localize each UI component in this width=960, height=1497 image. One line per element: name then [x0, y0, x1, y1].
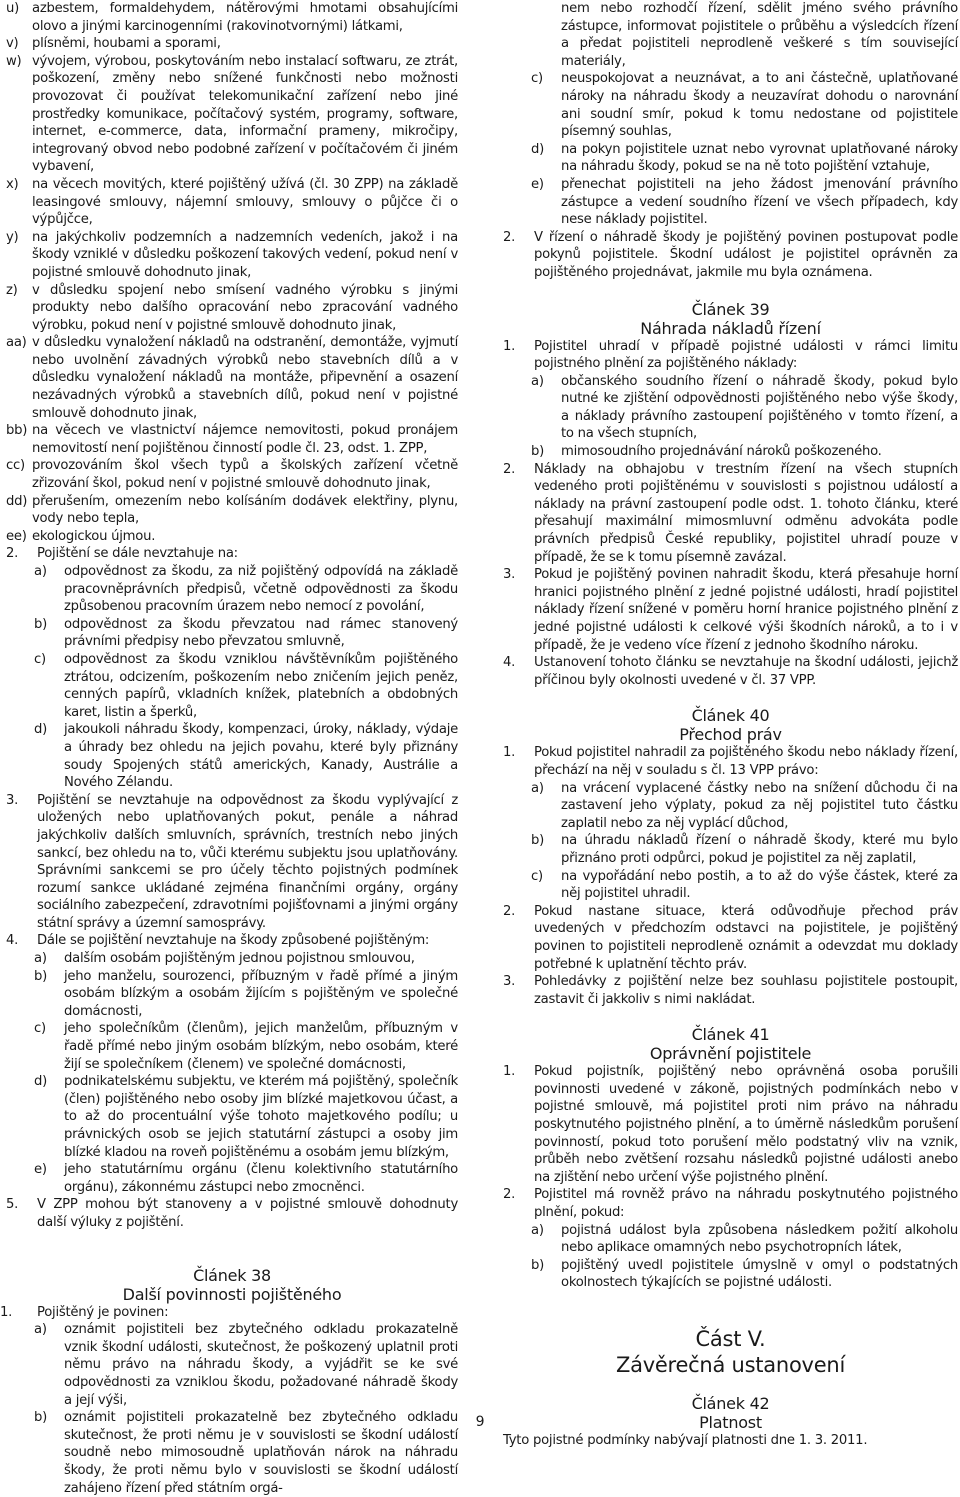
paragraph-number: 2.	[503, 903, 516, 919]
list-item-label: c)	[34, 1021, 46, 1037]
article-38-paragraph-2	[503, 229, 958, 282]
paragraph-number: 3.	[503, 974, 516, 990]
paragraph-text: V ZPP mohou být stanoveny a v pojistné smlouvě dohodnuty další výluky z pojištění.	[37, 1197, 458, 1230]
list-item-label: b)	[34, 968, 48, 984]
list-item-label: b)	[34, 616, 48, 632]
list-item-text: odpovědnost za škodu, za niž pojištěný odpovídá na základě pracovněprávních předpisů, včetně odpovědnosti za škodu způsobenou pracovním úrazem nebo nemocí z povolání,	[64, 564, 458, 615]
paragraph-text: Pojistitel má rovněž právo na náhradu poskytnutého pojistného plnění, pokud:	[534, 1187, 958, 1221]
list-item-text: neuspokojovat a neuznávat, a to ani částečně, uplatňované nároky na náhradu škody a neuzavírat dohodu o narovnání ani soudní smír, pokud k tomu nedostane od pojistitele písemný souhlas,	[561, 71, 958, 140]
list-item	[6, 950, 458, 968]
article-40-paragraph-3	[503, 973, 958, 1008]
article-39-paragraph-3	[503, 566, 958, 654]
list-item-text: mimosoudního projednávání nároků poškozeného.	[561, 444, 882, 460]
list-item-text: odpovědnost za škodu převzatou nad rámec stanovený právními předpisy nebo převzatou smluvně,	[64, 616, 458, 650]
list-item-label: b)	[531, 833, 545, 849]
article-41-paragraph-2	[503, 1186, 958, 1221]
list-item	[503, 443, 958, 461]
list-item-text: na jakýchkoliv podzemních a nadzemních vedeních, jakož i na škody vzniklé v důsledku poškození takových vedení, pokud není v pojistné smlouvě dohodnuto jinak,	[32, 229, 458, 280]
article-42-text: Tyto pojistné podmínky nabývají platnosti dne 1. 3. 2011.	[503, 1433, 868, 1448]
list-item-label: a)	[531, 780, 544, 796]
article-38-title: Článek 38	[193, 1265, 271, 1285]
list-item-text: na vypořádání nebo postih, a to až do výše částek, které za něj pojistitel uhradil.	[561, 868, 958, 902]
list-item	[6, 282, 458, 335]
article-39-list	[503, 373, 958, 461]
paragraph-2-list	[6, 563, 458, 792]
paragraph-text: Náklady na obhajobu v trestním řízení na všech stupních vedeného proti pojištěnému v souvislosti s pojistnou událostí a náklady na právní zastoupení podle odst. 1. tohoto článku, které přesahují maximální mimosmluvní odměnu advokáta podle právních předpisů České republiky, pojistitel uhradí pouze v případě, že se k tomu písemně zavázal.	[534, 461, 958, 565]
paragraph-text: Ustanovení tohoto článku se nevztahuje na škodní události, jejichž příčinou byly okolnosti uvedené v čl. 37 VPP.	[534, 655, 958, 688]
list-item-text: na věcech ve vlastnictví nájemce nemovitosti, pokud pronájem nemovitostí není pojištěnou činností podle čl. 23, odst. 1. ZPP,	[32, 423, 458, 456]
list-item-label: z)	[6, 282, 18, 298]
paragraph-4-list	[6, 950, 458, 1196]
paragraph-5	[6, 1196, 458, 1231]
list-item-label: aa)	[6, 335, 27, 351]
paragraph-text: Pokud je pojištěný povinen nahradit škodu, která přesahuje horní hranici pojistného plnění z jedné pojistné události, hradí pojistitel náklady řízení snížené v poměru horní hranice pojistného plnění z jedné pojistné události k celkové výši škodních nároků, a to i v případě, že je vedeno více řízení z jednoho škodního nároku.	[534, 567, 958, 653]
exclusions-continued-list	[6, 0, 458, 545]
list-item	[6, 1020, 458, 1073]
list-item-label: a)	[34, 951, 47, 967]
list-item	[6, 968, 458, 1021]
article-40-title: Článek 40	[691, 706, 770, 726]
list-item	[6, 563, 458, 616]
list-item	[503, 832, 958, 867]
left-column	[0, 0, 458, 1497]
list-item-label: c)	[34, 651, 46, 667]
list-item	[6, 176, 458, 229]
list-item-text: jeho statutárnímu orgánu (členu kolektivního statutárního orgánu), zákonnému zástupci nebo zmocněnci.	[64, 1162, 458, 1195]
article-39-paragraph-4	[503, 654, 958, 689]
list-item	[6, 528, 458, 546]
page-number: 9	[475, 1414, 485, 1430]
paragraph-number: 5.	[6, 1197, 19, 1213]
list-item-text: dalším osobám pojištěným jednou pojistnou smlouvou,	[64, 951, 415, 967]
list-item-text: v důsledku vynaložení nákladů na odstranění, demontáže, vyjmutí nebo uvolnění závadných výrobků nebo stavebních dílů a v důsledku vynaložení nákladů na montáže, připevnění a osazení nezávadných výrobků a stavebních dílů, pokud není v pojistné smlouvě dohodnuto jinak,	[32, 335, 458, 421]
list-item	[503, 141, 958, 176]
list-item-label: bb)	[6, 423, 28, 439]
paragraph-text: Dále se pojištění nevztahuje na škody způsobené pojištěným:	[37, 933, 430, 949]
article-42-subtitle: Platnost	[699, 1413, 762, 1432]
list-item-label: e)	[531, 176, 544, 192]
list-item-label: a)	[34, 564, 47, 579]
list-item-text: ekologickou újmou.	[32, 528, 156, 544]
list-item-label: d)	[34, 1074, 48, 1090]
list-item-label: v)	[6, 36, 19, 52]
paragraph-3	[6, 792, 458, 933]
list-item-label: d)	[531, 141, 545, 157]
list-item-text: na úhradu nákladů řízení o náhradě škody, které mu bylo přiznáno proti odpůrci, pokud je pojistitel za něj zaplatil,	[561, 833, 958, 866]
list-item	[503, 868, 958, 903]
list-item-text: odpovědnost za škodu vzniklou návštěvníkům pojištěného ztrátou, odcizením, poškozením nebo zničením jejich peněz, cenných papírů, vkladních knížek, platebních a obdobných karet, listin a šperků,	[64, 651, 458, 720]
article-41-list	[503, 1222, 958, 1292]
list-item-text: azbestem, formaldehydem, nátěrovými hmotami obsahujícími olovo a jinými karcinogenními (rakovinotvornými) látkami,	[32, 1, 458, 34]
list-item	[6, 35, 458, 53]
list-item	[6, 457, 458, 492]
list-item	[6, 1161, 458, 1196]
list-item-text: podnikatelskému subjektu, ve kterém má pojištěný, společník (člen) pojištěného nebo osoby jim blízké majetkovou účast, a to až do procentuální výše tohoto majetkového podílu; u právnických osob se jejich statutární zástupci a osoby jim blízké kladou na roveň pojištěnému a osobám jemu blízkým,	[64, 1074, 458, 1160]
list-item-text: na věcech movitých, které pojištěný užívá (čl. 30 ZPP) na základě leasingové smlouvy, nájemní smlouvy, smlouvy o půjčce či o výpůjčce,	[32, 176, 458, 228]
list-item-text: občanského soudního řízení o náhradě škody, pokud bylo nutné ke zjištění odpovědnosti pojištěného nebo výše škody, a náklady právního zastoupení pojištěného v tomto řízení, a to na všech stupních,	[561, 373, 958, 442]
right-column	[503, 0, 958, 1450]
list-item-text: v důsledku spojení nebo smísení vadného výrobku s jinými produkty nebo dalšího opracování nebo zpracování vadného výrobku, pokud není v pojistné smlouvě dohodnuto jinak,	[32, 282, 458, 333]
paragraph-4	[6, 932, 458, 950]
article-39-paragraph-1	[503, 338, 958, 373]
article-40-paragraph-1	[503, 744, 958, 779]
continued-item-text	[503, 0, 958, 70]
paragraph-number: 2.	[503, 461, 516, 477]
list-item	[503, 70, 958, 140]
list-item	[503, 373, 958, 443]
list-item	[503, 1257, 958, 1292]
article-41-title: Článek 41	[691, 1025, 770, 1045]
list-item-label: b)	[531, 1257, 545, 1273]
article-41-paragraph-1	[503, 1063, 958, 1186]
paragraph-number: 2.	[503, 1187, 516, 1203]
list-item-label: cc)	[6, 458, 25, 474]
list-item	[503, 176, 958, 229]
list-item-label: ee)	[6, 528, 27, 544]
list-item-label: u)	[6, 1, 20, 16]
paragraph-text: Pokud nastane situace, která odůvodňuje přechod práv uvedených v předchozím odstavci na pojistitele, je pojištěný povinen to pojistiteli neprodleně oznámit a odevzdat mu doklady potřebné k uplatnění těchto práv.	[534, 903, 958, 972]
list-item	[6, 651, 458, 721]
article-42-title: Článek 42	[691, 1394, 770, 1413]
list-item-label: a)	[531, 1222, 544, 1238]
list-item-text: na vrácení vyplacené částky nebo na snížení důchodu či na zastavení jeho výplaty, pokud za něj pojistitel tuto částku zaplatil nebo za něj vyplácí důchod,	[561, 780, 958, 831]
list-item-label: e)	[34, 1162, 47, 1178]
list-item-label: x)	[6, 176, 19, 192]
list-item-text: vývojem, výrobou, poskytováním nebo instalací softwaru, ze ztrát, poškození, změny nebo snížené funkčnosti nebo možnosti provozovat či používat telekomunikační zařízení nebo jiné prostředky komunikace, počítačový systém, programy, software, internet, e-commerce, data, informační prameny, mikročipy, integrovaný obvod nebo podobné zařízení v počítačovém či jiném vybavení,	[32, 53, 458, 175]
paragraph-text: Pokud pojistník, pojištěný nebo oprávněná osoba porušili povinnosti uvedené v zákoně, pojistných podmínkách nebo v pojistné smlouvě, má pojistitel proti nim právo na náhradu poskytnutého pojistného plnění, a to úměrně následkům porušení povinností, pokud toto porušení mělo podstatný vliv na vznik, průběh nebo zvětšení rozsahu následků pojistné události anebo na zjištění nebo určení výše pojistného plnění.	[534, 1064, 958, 1185]
obligations-continued-list	[503, 70, 958, 228]
article-40-paragraph-2	[503, 903, 958, 973]
paragraph-number: 4.	[6, 933, 19, 949]
paragraph-number: 3.	[503, 567, 516, 583]
list-item-text: plísněmi, houbami a sporami,	[32, 36, 221, 52]
list-item	[503, 780, 958, 833]
list-item-text: přenechat pojistiteli na jeho žádost jmenování právního zástupce a vedení soudního řízení ve všech případech, kdy nese náklady pojistitel.	[561, 176, 958, 228]
part-v-subtitle: Závěrečná ustanovení	[615, 1353, 846, 1377]
list-item	[6, 1321, 458, 1409]
article-38-subtitle: Další povinnosti pojištěného	[122, 1284, 342, 1304]
paragraph-text: Pojištění se nevztahuje na odpovědnost za škodu vyplývající z uložených nebo uplatňovaných pokut, penále a náhrad jakýchkoliv dalších smluvních, správních, trestních nebo jiných sankcí, bez ohledu na to, vůči kterému subjektu jsou uplatňovány. Správními sankcemi se pro účely těchto pojistných podmínek rozumí sankce ukládané zejména finančními orgány, orgány sociálního zabezpečení, zdravotními pojišťovnami a jinými orgány státní správy a územní samosprávy.	[37, 792, 458, 931]
article-38-paragraph-1	[0, 1304, 458, 1322]
list-item-text: oznámit pojistiteli bez zbytečného odkladu prokazatelně vznik škodní události, skutečnost, že poškozený uplatnil proti němu právo na náhradu škody, a vyjádřit se ke své odpovědnosti za vzniklou škodu, požadované náhradě škody a její výši,	[64, 1322, 458, 1408]
list-item	[6, 0, 458, 35]
list-item-text: pojištěný uvedl pojistitele úmyslně v omyl o podstatných okolnostech týkajících se pojistné události.	[561, 1257, 958, 1291]
list-item	[6, 1073, 458, 1161]
paragraph-text: Pohledávky z pojištění nelze bez souhlasu pojistitele postoupit, zastavit či jakkoliv s nimi nakládat.	[534, 974, 958, 1007]
list-item-text: jeho společníkům (členům), jejich manželům, příbuzným v řadě přímé nebo jiným osobám blízkým, nebo osobám, které žijí se společníkem (členem) ve společné domácnosti,	[64, 1021, 458, 1072]
list-item	[6, 334, 458, 422]
list-item-label: b)	[34, 1410, 48, 1426]
list-item	[6, 53, 458, 176]
list-item	[6, 616, 458, 651]
paragraph-number: 1.	[503, 1064, 516, 1080]
list-item-text: přerušením, omezením nebo kolísáním dodávek elektřiny, plynu, vody nebo tepla,	[32, 493, 458, 527]
list-item-label: a)	[531, 373, 544, 389]
list-item	[6, 422, 458, 457]
paragraph-text: Pojistitel uhradí v případě pojistné události v rámci limitu pojistného plnění za pojištěného náklady:	[534, 338, 958, 372]
list-item-text: jakoukoli náhradu škody, kompenzaci, úroky, náklady, výdaje a úhrady bez ohledu na jejich povahu, které byly přiznány soudy Spojených států amerických, Kanady, Austrálie a Nového Zélandu.	[64, 722, 458, 791]
article-41-subtitle: Oprávnění pojistitele	[649, 1044, 812, 1064]
paragraph-number: 3.	[6, 792, 19, 808]
list-item-label: d)	[34, 722, 48, 738]
list-item-text: oznámit pojistiteli prokazatelně bez zbytečného odkladu skutečnost, že proti němu je v souvislosti se škodní událostí soudně nebo mimosoudně uplatňován nárok na náhradu škody, že proti němu bylo v souvislosti se škodní událostí zahájeno řízení před státním orgá-	[64, 1410, 458, 1496]
list-item-label: dd)	[6, 493, 28, 509]
paragraph-text: Pojištěný je povinen:	[37, 1304, 169, 1320]
paragraph-number: 2.	[6, 546, 19, 562]
paragraph-number: 1.	[0, 1304, 13, 1320]
article-40-list	[503, 780, 958, 903]
paragraph-text: Pojištění se dále nevztahuje na:	[37, 546, 238, 562]
list-item-text: pojistná událost byla způsobena následkem požití alkoholu nebo aplikace omamných nebo psychotropních látek,	[561, 1222, 958, 1256]
list-item-label: y)	[6, 229, 19, 245]
list-item	[503, 1222, 958, 1257]
article-38-list	[6, 1321, 458, 1497]
paragraph-text: Pokud pojistitel nahradil za pojištěného škodu nebo náklady řízení, přechází na něj v souladu s čl. 13 VPP právo:	[534, 745, 958, 778]
paragraph-number: 4.	[503, 655, 516, 671]
list-item-label: a)	[34, 1322, 47, 1338]
list-item	[6, 493, 458, 528]
paragraph-number: 2.	[503, 229, 516, 245]
paragraph-number: 1.	[503, 338, 516, 354]
list-item-label: c)	[531, 868, 543, 884]
paragraph-text: V řízení o náhradě škody je pojištěný povinen postupovat podle pokynů pojistitele. Škodní událost je pojistitel oprávněn za pojištěného projednávat, jakmile mu byla oznámena.	[534, 229, 958, 280]
list-item-label: w)	[6, 53, 22, 69]
list-item-label: b)	[531, 444, 545, 460]
paragraph-number: 1.	[503, 745, 516, 761]
article-39-subtitle: Náhrada nákladů řízení	[640, 318, 821, 338]
article-39-paragraph-2	[503, 461, 958, 567]
article-40-subtitle: Přechod práv	[679, 725, 782, 745]
list-item	[6, 721, 458, 791]
list-item	[6, 229, 458, 282]
paragraph-2	[6, 545, 458, 563]
item-text: nem nebo rozhodčí řízení, sdělit jméno svého právního zástupce, informovat pojistitele o průběhu a výsledcích řízení a předat pojistiteli neprodleně veškeré s tím související materiály,	[561, 1, 958, 69]
article-39-title: Článek 39	[691, 299, 770, 319]
list-item-text: na pokyn pojistitele uznat nebo vyrovnat uplatňované nároky na náhradu škody, pokud se na ně toto pojištění vztahuje,	[561, 141, 958, 175]
list-item-text: jeho manželu, sourozenci, příbuzným v řadě přímé a jiným osobám blízkým a osobám žijícím s pojištěným ve společné domácnosti,	[64, 968, 458, 1019]
list-item-text: provozováním škol všech typů a školských zařízení včetně zřizování škol, pokud není v pojistné smlouvě dohodnuto jinak,	[32, 458, 458, 492]
part-v-title: Část V.	[695, 1327, 766, 1351]
list-item-label: c)	[531, 71, 543, 87]
